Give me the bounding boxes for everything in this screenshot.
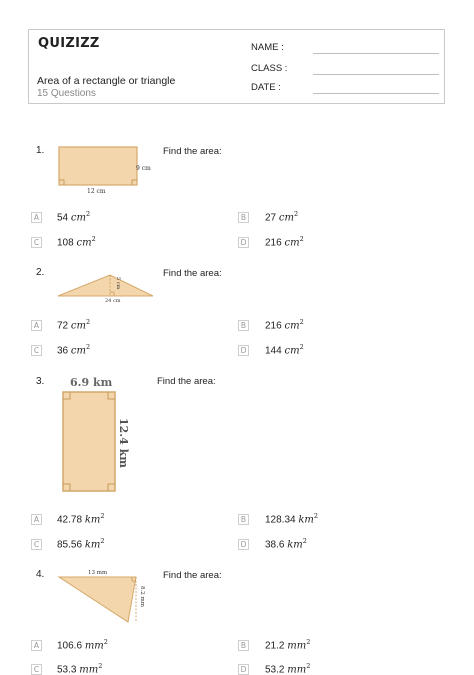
question-count: 15 Questions xyxy=(37,88,96,99)
rectangle-figure xyxy=(55,143,155,195)
option-d[interactable]: 144 $cm^2$ xyxy=(265,343,304,357)
option-b[interactable]: 21.2 $mm^2$ xyxy=(265,638,311,652)
quizizz-logo: QUIZIZZ xyxy=(38,36,100,51)
option-b-box[interactable]: B xyxy=(238,640,249,651)
question-number: 1. xyxy=(36,145,45,156)
height-label: 8.2 mm xyxy=(139,586,145,607)
question-prompt: Find the area: xyxy=(163,570,222,581)
class-label: CLASS : xyxy=(251,63,288,74)
base-label: 24 cm xyxy=(105,298,121,304)
option-a-box[interactable]: A xyxy=(31,640,42,651)
question-number: 4. xyxy=(36,569,45,580)
option-b-box[interactable]: B xyxy=(238,320,249,331)
triangle-figure xyxy=(56,270,156,304)
question-number: 2. xyxy=(36,267,45,278)
date-label: DATE : xyxy=(251,82,281,93)
option-b-box[interactable]: B xyxy=(238,212,249,223)
question-prompt: Find the area: xyxy=(163,146,222,157)
option-a[interactable]: 54 $cm^2$ xyxy=(57,210,91,224)
option-d-box[interactable]: D xyxy=(238,664,249,675)
option-b[interactable]: 216 $cm^2$ xyxy=(265,318,304,332)
side-length-label: 9 cm xyxy=(136,165,151,172)
option-c[interactable]: 108 $cm^2$ xyxy=(57,235,96,249)
width-label: 6.9 km xyxy=(70,376,113,389)
option-c-box[interactable]: C xyxy=(31,664,42,675)
option-d[interactable]: 216 $cm^2$ xyxy=(265,235,304,249)
height-label: 12.4 km xyxy=(117,418,130,468)
height-label: 5 cm xyxy=(115,277,121,290)
option-d[interactable]: 38.6 $km^2$ xyxy=(265,537,307,551)
option-c-box[interactable]: C xyxy=(31,539,42,550)
base-length-label: 12 cm xyxy=(87,188,106,195)
worksheet-title: Area of a rectangle or triangle xyxy=(37,75,176,87)
option-c-box[interactable]: C xyxy=(31,237,42,248)
option-c[interactable]: 85.56 $km^2$ xyxy=(57,537,105,551)
option-c-box[interactable]: C xyxy=(31,345,42,356)
option-c[interactable]: 53.3 $mm^2$ xyxy=(57,662,103,675)
option-d-box[interactable]: D xyxy=(238,539,249,550)
rectangle-figure xyxy=(56,373,151,498)
right-triangle-figure xyxy=(56,566,156,628)
question-number: 3. xyxy=(36,376,45,387)
option-a[interactable]: 72 $cm^2$ xyxy=(57,318,91,332)
option-b[interactable]: 128.34 $km^2$ xyxy=(265,512,319,526)
option-a-box[interactable]: A xyxy=(31,514,42,525)
name-field[interactable] xyxy=(313,53,439,54)
worksheet-header xyxy=(28,29,445,104)
option-d-box[interactable]: D xyxy=(238,237,249,248)
top-side-label: 13 mm xyxy=(88,570,108,576)
class-field[interactable] xyxy=(313,74,439,75)
option-b-box[interactable]: B xyxy=(238,514,249,525)
option-a[interactable]: 106.6 $mm^2$ xyxy=(57,638,108,652)
option-c[interactable]: 36 $cm^2$ xyxy=(57,343,91,357)
option-a-box[interactable]: A xyxy=(31,212,42,223)
option-d[interactable]: 53.2 $mm^2$ xyxy=(265,662,311,675)
date-field[interactable] xyxy=(313,93,439,94)
option-d-box[interactable]: D xyxy=(238,345,249,356)
question-prompt: Find the area: xyxy=(157,376,216,387)
option-a[interactable]: 42.78 $km^2$ xyxy=(57,512,105,526)
name-label: NAME : xyxy=(251,42,284,53)
option-a-box[interactable]: A xyxy=(31,320,42,331)
question-prompt: Find the area: xyxy=(163,268,222,279)
option-b[interactable]: 27 $cm^2$ xyxy=(265,210,299,224)
